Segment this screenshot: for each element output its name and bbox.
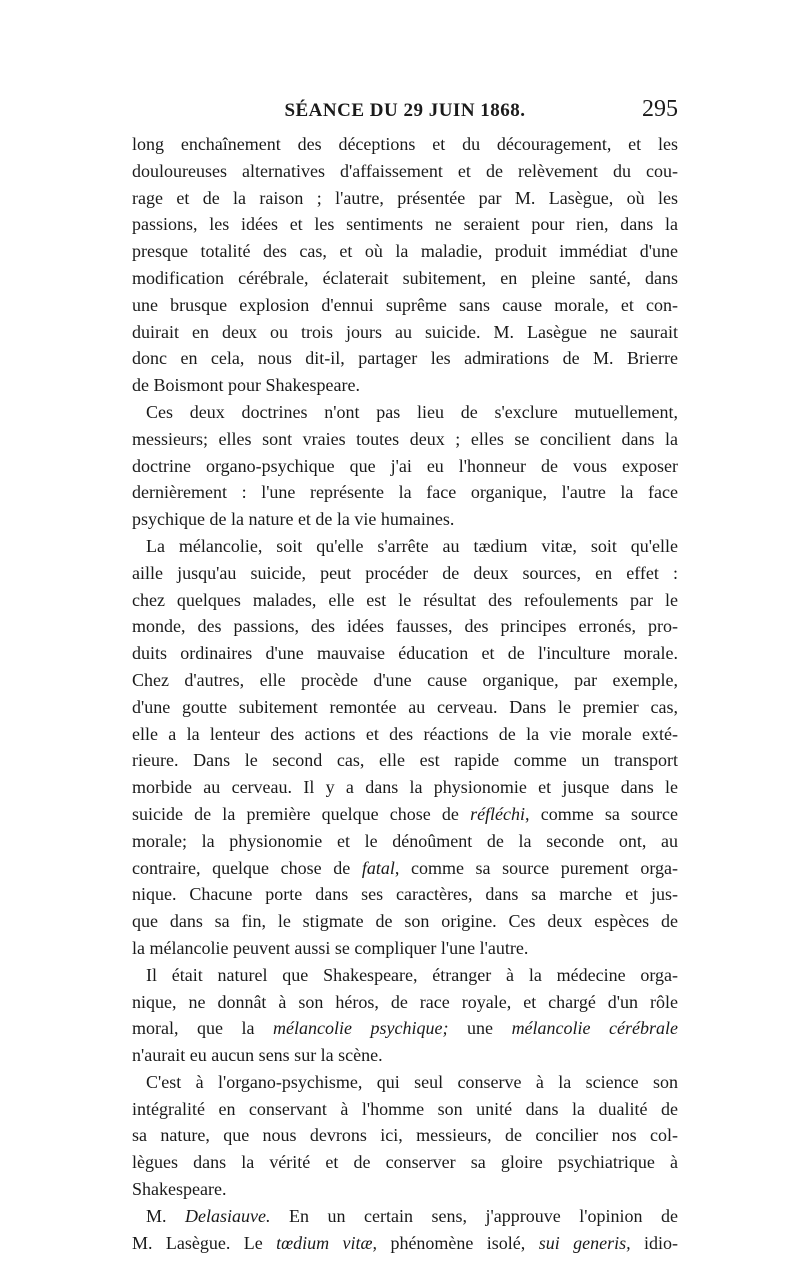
text-line <box>132 211 678 238</box>
text-run: lègues dans la vérité et de conserver sa gloire psychiatrique à <box>132 1152 678 1173</box>
text-line <box>132 828 678 855</box>
text-run: passions, les idées et les sentiments ne seraient pour rien, dans la <box>132 214 678 235</box>
text-run: M. <box>146 1205 186 1226</box>
text-line <box>132 694 678 721</box>
text-line <box>132 1069 678 1096</box>
text-line <box>132 989 678 1016</box>
text-run: que dans sa fin, le stigmate de son origine. Ces deux espèces de <box>132 911 678 932</box>
text-run: une brusque explosion d'ennui suprême sans cause morale, et con- <box>132 294 678 315</box>
text-run: psychique de la nature et de la vie humaines. <box>132 509 455 530</box>
text-line <box>132 533 678 560</box>
text-line <box>132 345 678 372</box>
text-run: , comme sa source <box>525 803 678 824</box>
text-line <box>132 1203 678 1230</box>
text-line <box>132 747 678 774</box>
text-run: doctrine organo-psychique que j'ai eu l'honneur de vous exposer <box>132 455 678 476</box>
text-line <box>132 158 678 185</box>
text-line <box>132 962 678 989</box>
text-line <box>132 1096 678 1123</box>
italic-phrase: mélancolie cérébrale <box>511 1018 678 1039</box>
text-run: M. Lasègue. Le <box>132 1232 277 1253</box>
text-line <box>132 399 678 426</box>
text-run: moral, que la <box>132 1018 274 1039</box>
text-run: suicide de la première quelque chose de <box>132 803 471 824</box>
text-run: La mélancolie, soit qu'elle s'arrête au tædium vitæ, soit qu'elle <box>146 535 678 556</box>
text-line <box>132 265 678 292</box>
text-line <box>132 292 678 319</box>
text-run: d'une goutte subitement remontée au cerveau. Dans le premier cas, <box>132 696 678 717</box>
text-line <box>132 1122 678 1149</box>
text-run: n'aurait eu aucun sens sur la scène. <box>132 1045 383 1066</box>
text-run: aille jusqu'au suicide, peut procéder de deux sources, en effet : <box>132 562 678 583</box>
text-line <box>132 881 678 908</box>
text-line <box>132 613 678 640</box>
text-line <box>132 1230 678 1257</box>
text-run: messieurs; elles sont vraies toutes deux ; elles se concilient dans la <box>132 428 678 449</box>
text-line <box>132 1176 678 1203</box>
text-run: En un certain sens, j'approuve l'opinion de <box>270 1205 678 1226</box>
text-run: une <box>448 1018 512 1039</box>
text-line <box>132 667 678 694</box>
text-run: nique, ne donnât à son héros, de race royale, et chargé d'un rôle <box>132 991 678 1012</box>
text-run: Ces deux doctrines n'ont pas lieu de s'exclure mutuellement, <box>146 401 678 422</box>
text-run: morale; la physionomie et le dénoûment de la seconde ont, au <box>132 830 678 851</box>
italic-phrase: tœdium vitæ, <box>276 1232 378 1253</box>
text-line <box>132 453 678 480</box>
italic-phrase: réfléchi <box>470 803 526 824</box>
text-line <box>132 801 678 828</box>
italic-phrase: sui generis, <box>538 1232 631 1253</box>
text-run: presque totalité des cas, et où la maladie, produit immédiat d'une <box>132 241 678 262</box>
text-line <box>132 1015 678 1042</box>
running-header <box>132 96 678 130</box>
text-run: , comme sa source purement orga- <box>394 857 678 878</box>
text-run: sa nature, que nous devrons ici, messieurs, de concilier nos col- <box>132 1125 678 1146</box>
text-run: dernièrement : l'une représente la face organique, l'autre la face <box>132 482 678 503</box>
text-line <box>132 587 678 614</box>
text-line <box>132 372 678 399</box>
text-line <box>132 908 678 935</box>
text-run: de Boismont pour Shakespeare. <box>132 375 360 396</box>
text-run: Shakespeare. <box>132 1179 227 1200</box>
text-run: C'est à l'organo-psychisme, qui seul conserve à la science son <box>146 1071 678 1092</box>
text-line <box>132 479 678 506</box>
text-line <box>132 1149 678 1176</box>
text-line <box>132 1042 678 1069</box>
text-line <box>132 185 678 212</box>
text-line <box>132 560 678 587</box>
text-run: modification cérébrale, éclaterait subitement, en pleine santé, dans <box>132 267 678 288</box>
text-run: monde, des passions, des idées fausses, des principes erronés, pro- <box>132 616 678 637</box>
text-line <box>132 935 678 962</box>
text-run: la mélancolie peuvent aussi se compliquer l'une l'autre. <box>132 937 529 958</box>
page-number: 295 <box>642 96 678 122</box>
text-run: morbide au cerveau. Il y a dans la physionomie et jusque dans le <box>132 777 678 798</box>
text-line <box>132 721 678 748</box>
italic-phrase: Delasiauve. <box>185 1205 271 1226</box>
text-run: long enchaînement des déceptions et du découragement, et les <box>132 134 678 154</box>
text-run: chez quelques malades, elle est le résultat des refoulements par le <box>132 589 678 610</box>
italic-phrase: mélancolie psychique; <box>273 1018 449 1039</box>
text-line <box>132 855 678 882</box>
text-line <box>132 640 678 667</box>
text-run: rage et de la raison ; l'autre, présentée par M. Lasègue, où les <box>132 187 678 208</box>
text-run: nique. Chacune porte dans ses caractères, dans sa marche et jus- <box>132 884 678 905</box>
text-line <box>132 131 678 158</box>
text-run: idio- <box>630 1232 678 1253</box>
header-title: SÉANCE DU 29 JUIN 1868. <box>284 100 526 121</box>
body-text <box>132 131 678 1256</box>
text-run: Chez d'autres, elle procède d'une cause organique, par exemple, <box>132 669 678 690</box>
text-run: phénomène isolé, <box>377 1232 539 1253</box>
text-line <box>132 506 678 533</box>
text-run: Il était naturel que Shakespeare, étranger à la médecine orga- <box>146 964 678 985</box>
text-run: intégralité en conservant à l'homme son unité dans la dualité de <box>132 1098 678 1119</box>
text-line <box>132 319 678 346</box>
text-run: duirait en deux ou trois jours au suicide. M. Lasègue ne saurait <box>132 321 678 342</box>
text-run: elle a la lenteur des actions et des réactions de la vie morale exté- <box>132 723 678 744</box>
text-line <box>132 774 678 801</box>
italic-phrase: fatal <box>361 857 395 878</box>
text-line <box>132 238 678 265</box>
text-run: contraire, quelque chose de <box>132 857 362 878</box>
text-run: douloureuses alternatives d'affaissement et de relèvement du cou- <box>132 160 678 181</box>
text-line <box>132 426 678 453</box>
text-run: donc en cela, nous dit-il, partager les admirations de M. Brierre <box>132 348 678 369</box>
text-run: rieure. Dans le second cas, elle est rapide comme un transport <box>132 750 678 771</box>
text-run: duits ordinaires d'une mauvaise éducation et de l'inculture morale. <box>132 643 678 664</box>
